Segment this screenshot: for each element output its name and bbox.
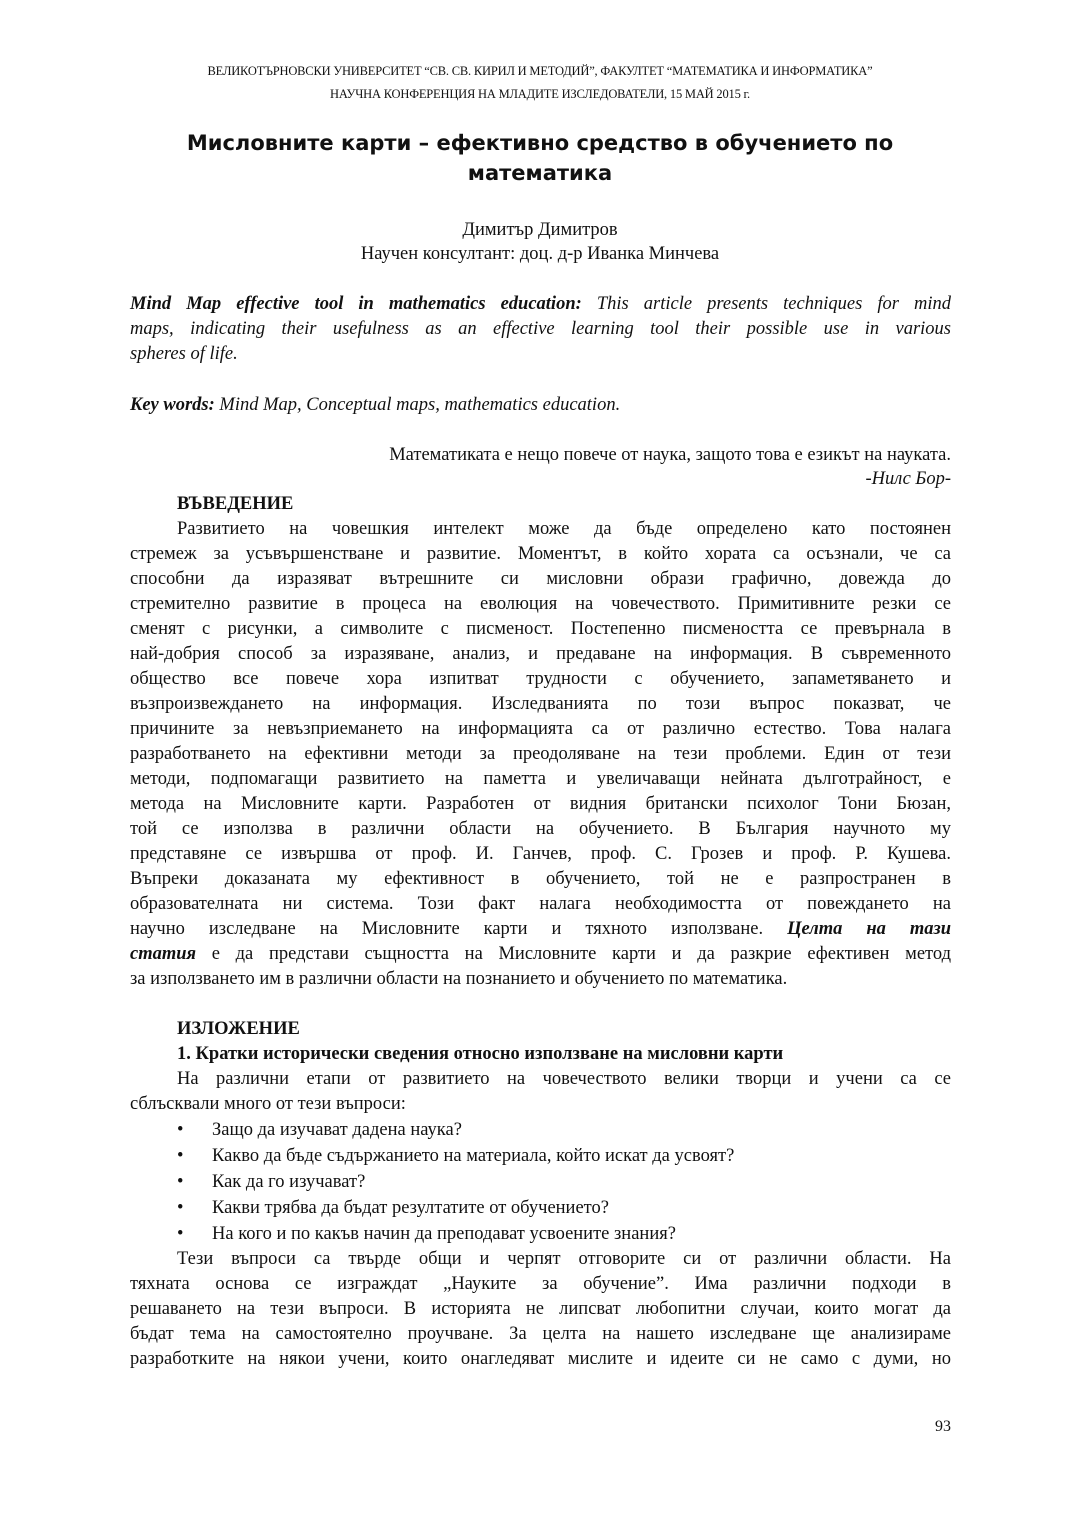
- emphasis-text: Целта на тази: [787, 919, 951, 939]
- paragraph-line: образователната ни система. Този факт налага необходимостта от повеждането на: [130, 894, 951, 914]
- section-exposition: [130, 1017, 951, 1372]
- bullet-icon: •: [177, 1224, 184, 1244]
- bullet-item: [130, 1117, 951, 1143]
- paragraph-line: метода на Мисловните карти. Разработен от видния британски психолог Тони Бюзан,: [130, 794, 951, 814]
- paragraph-line: Развитието на човешкия интелект може да бъде определено като постоянен: [177, 519, 951, 539]
- paper-title: [100, 128, 980, 188]
- running-header-university: ВЕЛИКОТЪРНОВСКИ УНИВЕРСИТЕТ “СВ. СВ. КИРИЛ И МЕТОДИЙ”, ФАКУЛТЕТ “МАТЕМАТИКА И ИНФОРМАТИКА”: [207, 64, 873, 78]
- paragraph-line: общество все повече хора изпитват трудности с обучението, запаметяването и: [130, 669, 951, 689]
- bullet-text: Как да го изучават?: [212, 1172, 366, 1192]
- bullet-item: [130, 1143, 951, 1169]
- paragraph-line: тяхната основа се изграждат „Науките за обучение”. Има различни подходи в: [130, 1274, 951, 1294]
- paragraph-line: сменят с рисунки, а символите с писменост. Постепенно писмеността се превърнала в: [130, 619, 951, 639]
- bullet-item: [130, 1221, 951, 1247]
- paragraph-line: той се използва в различни области на обучението. В България научното му: [130, 819, 951, 839]
- running-header-conference: НАУЧНА КОНФЕРЕНЦИЯ НА МЛАДИТЕ ИЗСЛЕДОВАТЕЛИ, 15 МАЙ 2015 г.: [330, 87, 750, 101]
- bullet-text: Какво да бъде съдържанието на материала, който искат да усвоят?: [212, 1146, 735, 1166]
- paragraph-line: На различни етапи от развитието на човечеството велики творци и учени са се: [177, 1069, 951, 1089]
- keywords: [130, 393, 951, 418]
- paragraph-line: Въпреки доказаната му ефективност в обучението, той не е разпространен в: [130, 869, 951, 889]
- paragraph-line: е да представи същността на Мисловните карти и да разкрие ефективен метод: [196, 944, 951, 964]
- section-heading: ИЗЛОЖЕНИЕ: [177, 1019, 300, 1039]
- paragraph-line: методи, подпомагащи развитието на паметта и увеличаващи нейната дълготрайност, е: [130, 769, 951, 789]
- bullet-icon: •: [177, 1120, 184, 1140]
- epigraph-quote: Математиката е нещо повече от наука, защото това е езикът на науката.: [389, 445, 951, 465]
- section-introduction: [130, 492, 951, 992]
- bullet-icon: •: [177, 1146, 184, 1166]
- bullet-icon: •: [177, 1172, 184, 1192]
- bullet-text: Какви трябва да бъдат резултатите от обучението?: [212, 1198, 609, 1218]
- paragraph-line: разработките на някои учени, които онагледяват мислите и идеите си не само с думи, но: [130, 1349, 951, 1369]
- paragraph-line: решаването на тези въпроси. В историята не липсват любопитни случаи, които могат да: [130, 1299, 951, 1319]
- keywords-label: Key words:: [130, 395, 215, 415]
- paragraph-line: стремеж за усъвършенстване и развитие. Моментът, в който хората са осъзнали, че са: [130, 544, 951, 564]
- paragraph-line: за използването им в различни области на познанието и обучението по математика.: [130, 969, 788, 989]
- epigraph-author: -Нилс Бор-: [865, 469, 951, 489]
- abstract-text: maps, indicating their usefulness as an effective learning tool their possible use in various: [130, 319, 951, 339]
- paragraph-line: причините за невъзприемането на информацията са от различно естество. Това налага: [130, 719, 951, 739]
- paragraph-line: най-добрия способ за изразяване, анализ, и предаване на информация. В съвременното: [130, 644, 951, 664]
- abstract-text: spheres of life.: [130, 344, 238, 364]
- paragraph-line: способни да изразяват вътрешните си мисловни образи графично, довежда до: [130, 569, 951, 589]
- paragraph-line: представяне се извършва от проф. И. Ганчев, проф. С. Грозев и проф. Р. Кушева.: [130, 844, 951, 864]
- emphasis-text: статия: [130, 944, 197, 964]
- page-number: 93: [935, 1418, 951, 1435]
- abstract: [130, 292, 951, 367]
- section-heading: ВЪВЕДЕНИЕ: [177, 494, 294, 514]
- paragraph-line: възпроизвеждането на информация. Изследванията по този въпрос показват, че: [130, 694, 951, 714]
- abstract-lead: Mind Map effective tool in mathematics education:: [130, 294, 582, 314]
- author-name: Димитър Димитров: [462, 220, 618, 240]
- paragraph-line: стремително развитие в процеса на еволюция на човечеството. Примитивните резки се: [130, 594, 951, 614]
- epigraph: [130, 443, 951, 491]
- subsection-heading: 1. Кратки исторически сведения относно използване на мисловни карти: [177, 1044, 784, 1064]
- bullet-text: Защо да изучават дадена наука?: [212, 1120, 462, 1140]
- bullet-icon: •: [177, 1198, 184, 1218]
- paragraph-line: сблъсквали много от тези въпроси:: [130, 1094, 406, 1114]
- title-line: математика: [467, 161, 613, 185]
- paragraph-line: научно изследване на Мисловните карти и тяхното използване.: [130, 919, 788, 939]
- title-line: Мисловните карти – ефективно средство в обучението по: [186, 131, 894, 155]
- abstract-text: This article presents techniques for mind: [581, 294, 951, 314]
- advisor: Научен консултант: доц. д-р Иванка Минчева: [360, 244, 720, 264]
- bullet-item: [130, 1169, 951, 1195]
- bullet-item: [130, 1195, 951, 1221]
- bullet-text: На кого и по какъв начин да преподават усвоените знания?: [212, 1224, 676, 1244]
- keywords-text: Mind Map, Conceptual maps, mathematics education.: [214, 395, 621, 415]
- paragraph-line: Тези въпроси са твърде общи и черпят отговорите си от различни области. На: [177, 1249, 951, 1269]
- paragraph-line: бъдат тема на самостоятелно проучване. За целта на нашето изследване ще анализираме: [130, 1324, 951, 1344]
- paragraph-line: разработването на ефективни методи за преодоляване на тези проблеми. Един от тези: [130, 744, 951, 764]
